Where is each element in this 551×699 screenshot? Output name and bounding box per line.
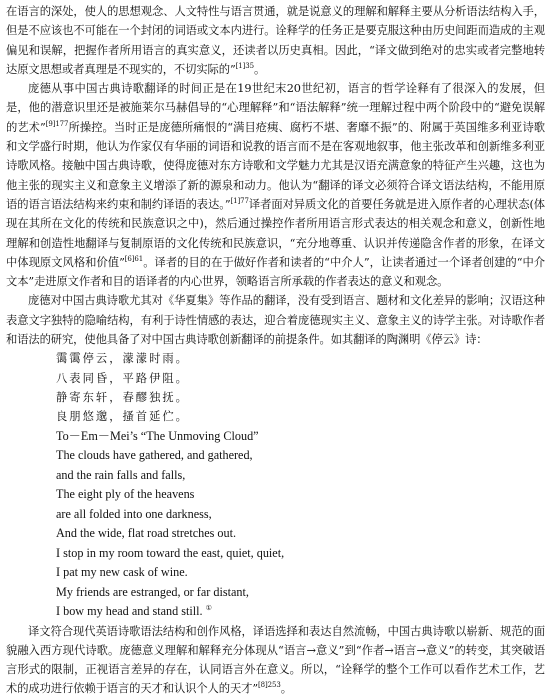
poem-cn-line: 静寄东轩，春醪独抚。 <box>56 390 189 404</box>
poem-cn-line: 良朋悠邈，搔首延伫。 <box>56 410 189 424</box>
citation: [1]77 <box>230 197 249 206</box>
citation: [1]35 <box>235 62 254 71</box>
paragraph-1: 在语言的深处，使人的思想观念、人文特性与语言贯通，就是说意义的理解和解释主要从分析语法结构入手，但是不应该也不可能在一个封闭的词语或文本内进行。诠释学的任务正是要克服这种由历史间距而造成的主观偏见和误解，把握作者所用语言的真实意义，还读者以历史真相。因此，“译文做到绝对的忠实或者完整地转达原文思想或者真理是不现实的，不切实际的”$^{[1]35}$。 <box>6 5 545 76</box>
poem-en-line: I pat my new cask of wine. <box>56 565 188 580</box>
poem-en-line: And the wide, flat road stretches out. <box>56 526 237 541</box>
poem-en-line: The eight ply of the heavens <box>56 487 195 502</box>
citation: [9]177 <box>45 120 69 129</box>
poem-english <box>6 427 545 622</box>
poem-en-line: are all folded into one darkness, <box>56 506 212 521</box>
paragraph-4: 译文符合现代英语诗歌语法结构和创作风格，译语选择和表达自然流畅，中国古典诗歌以崭新、规范的面貌融入西方现代诗歌。庞德意义理解和解释充分体现从“语言→意义”到“作者→语言→意义”的转变，其突破语言形式的限制，正视语言差异的存在，认同语言外在意义。所以，“诠释学的整个工作可以看作艺术工作，艺术的成功进行依赖于语言的天才和认识个人的天才”$^{[8]253}$。 <box>6 624 545 696</box>
poem-en-line: My friends are estranged, or far distant, <box>56 584 249 599</box>
poem-en-line: and the rain falls and falls, <box>56 467 186 482</box>
paragraph-3: 庞德对中国古典诗歌尤其对《华夏集》等作品的翻译，没有受到语言、题材和文化差异的影响；汉语这种表意文字独特的隐喻结构，有利于诗性情感的表达，迎合着庞德现实主义、意象主义的诗学主张。对诗歌作者和语法的研究，使他具备了对中国古典诗歌创新翻译的前提条件。如其翻译的陶渊明《停云》诗： <box>6 294 545 347</box>
poem-en-line: The clouds have gathered, and gathered, <box>56 448 253 463</box>
poem-en-line: I bow my head and stand still. ① <box>56 603 212 619</box>
poem-en-line: I stop in my room toward the east, quiet, quiet, <box>56 545 285 560</box>
poem-chinese <box>6 349 545 426</box>
poem-cn-line: 八表同昏，平路伊阻。 <box>56 371 189 385</box>
paragraph-2: 庞德从事中国古典诗歌翻译的时间正是在19世纪末20世纪初，语言的哲学诠释有了很深入的发展，但是，他的潜意识里还是被施莱尔马赫倡导的“心理解释”和“语法解释”统一理解过程中两个阶段中的“避免误解的艺术”$^{[9]177}$所操控。当时正是庞德所痛恨的“满目疮痍、腐朽不堪、奢靡不振”的、附属于英国维多利亚诗歌和文学盛行时期，他认为作家仅有华丽的词语和说教的语言而不是在客观地叙事，他主张改革和创新维多利亚诗歌风格。接触中国古典诗歌，使得庞德对东方诗歌和文学魅力尤其是汉语充满意象的特征产生兴趣，这也为他主张的现实主义和意象主义增添了新的源泉和动力。他认为“翻译的译文必须符合译文语法结构，不能用原语的语言语法结构来约束和制约译语的表达。”$^{[1]77}$译者面对异质文化的首要任务就是进入原作者的心理状态(体现在其所在文化的传统和民族意识之中)，然后通过操控作者所用语言形式表达的相关观念和意义，创新性地理解和创造性地翻译与复制原语的文化传统和民族意识，“充分地尊重、认识并传递隐含作者的形象，在译文中体现原文风格和价值”$^{[6]61}$。译者的目的在于做好作者和读者的“中介人”，让读者通过一个译者创建的“中介文本”走进原文作者和目的语译者的内心世界，领略语言所承载的作者表达的意义和观念。 <box>6 82 546 289</box>
footnote-mark: ① <box>205 603 212 612</box>
citation: [6]61 <box>124 255 144 264</box>
citation: [8]253 <box>258 681 281 690</box>
poem-en-title: To－Em－Mei’s “The Unmoving Cloud” <box>56 428 259 443</box>
poem-cn-line: 霭霭停云，濛濛时雨。 <box>56 352 189 366</box>
